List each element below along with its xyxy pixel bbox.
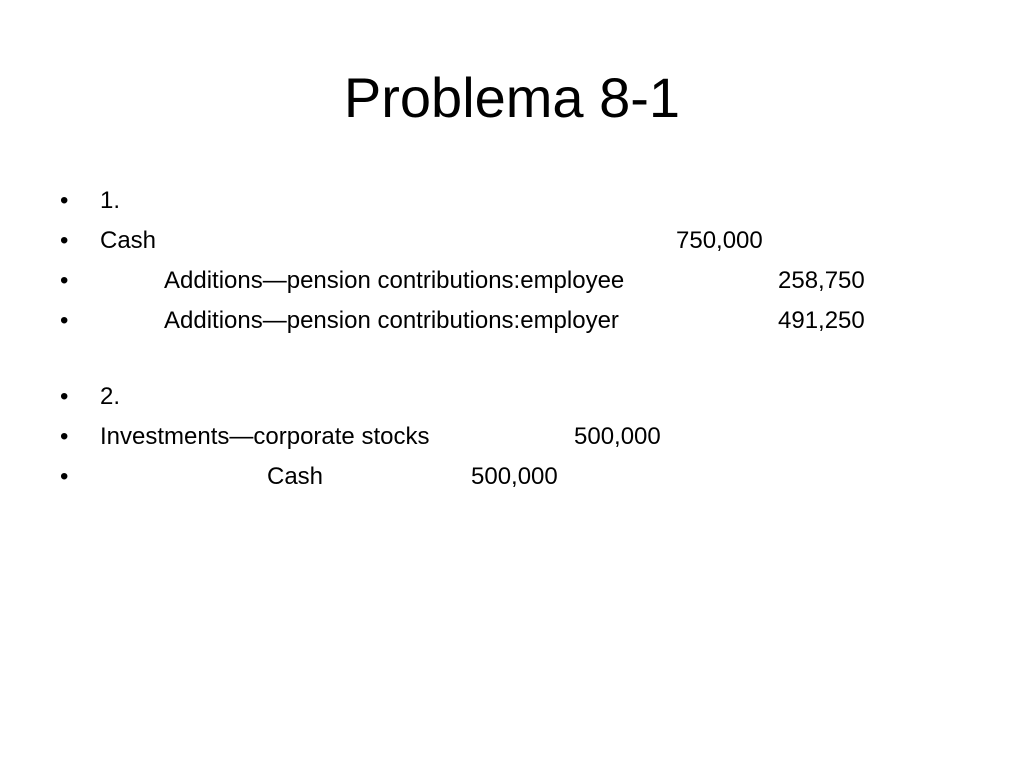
entry-account: Additions—pension contributions:employer bbox=[164, 307, 619, 334]
entry-amount: 258,750 bbox=[778, 267, 865, 294]
entry-label: 2. bbox=[100, 383, 121, 410]
bullet-icon: • bbox=[60, 187, 69, 214]
bullet-line-5 bbox=[0, 382, 1024, 412]
bullet-line-3 bbox=[0, 266, 1024, 296]
slide-title: Problema 8-1 bbox=[343, 66, 681, 129]
entry-account: Cash bbox=[267, 463, 324, 490]
entry-account: Cash bbox=[100, 227, 157, 254]
bullet-icon: • bbox=[60, 267, 69, 294]
entry-account: Additions—pension contributions:employee bbox=[164, 267, 625, 294]
bullet-line-7 bbox=[0, 462, 1024, 492]
bullet-icon: • bbox=[60, 463, 69, 490]
bullet-icon: • bbox=[60, 383, 69, 410]
entry-label: 1. bbox=[100, 187, 121, 214]
bullet-icon: • bbox=[60, 227, 69, 254]
bullet-line-4 bbox=[0, 306, 1024, 336]
bullet-icon: • bbox=[60, 423, 69, 450]
entry-amount: 500,000 bbox=[574, 423, 661, 450]
entry-account: Investments—corporate stocks bbox=[100, 423, 430, 450]
bullet-line-6 bbox=[0, 422, 1024, 452]
entry-amount: 500,000 bbox=[471, 463, 558, 490]
bullet-line-2 bbox=[0, 226, 1024, 256]
bullet-icon: • bbox=[60, 307, 69, 334]
entry-amount: 750,000 bbox=[676, 227, 763, 254]
entry-amount: 491,250 bbox=[778, 307, 865, 334]
bullet-line-1 bbox=[0, 186, 1024, 216]
